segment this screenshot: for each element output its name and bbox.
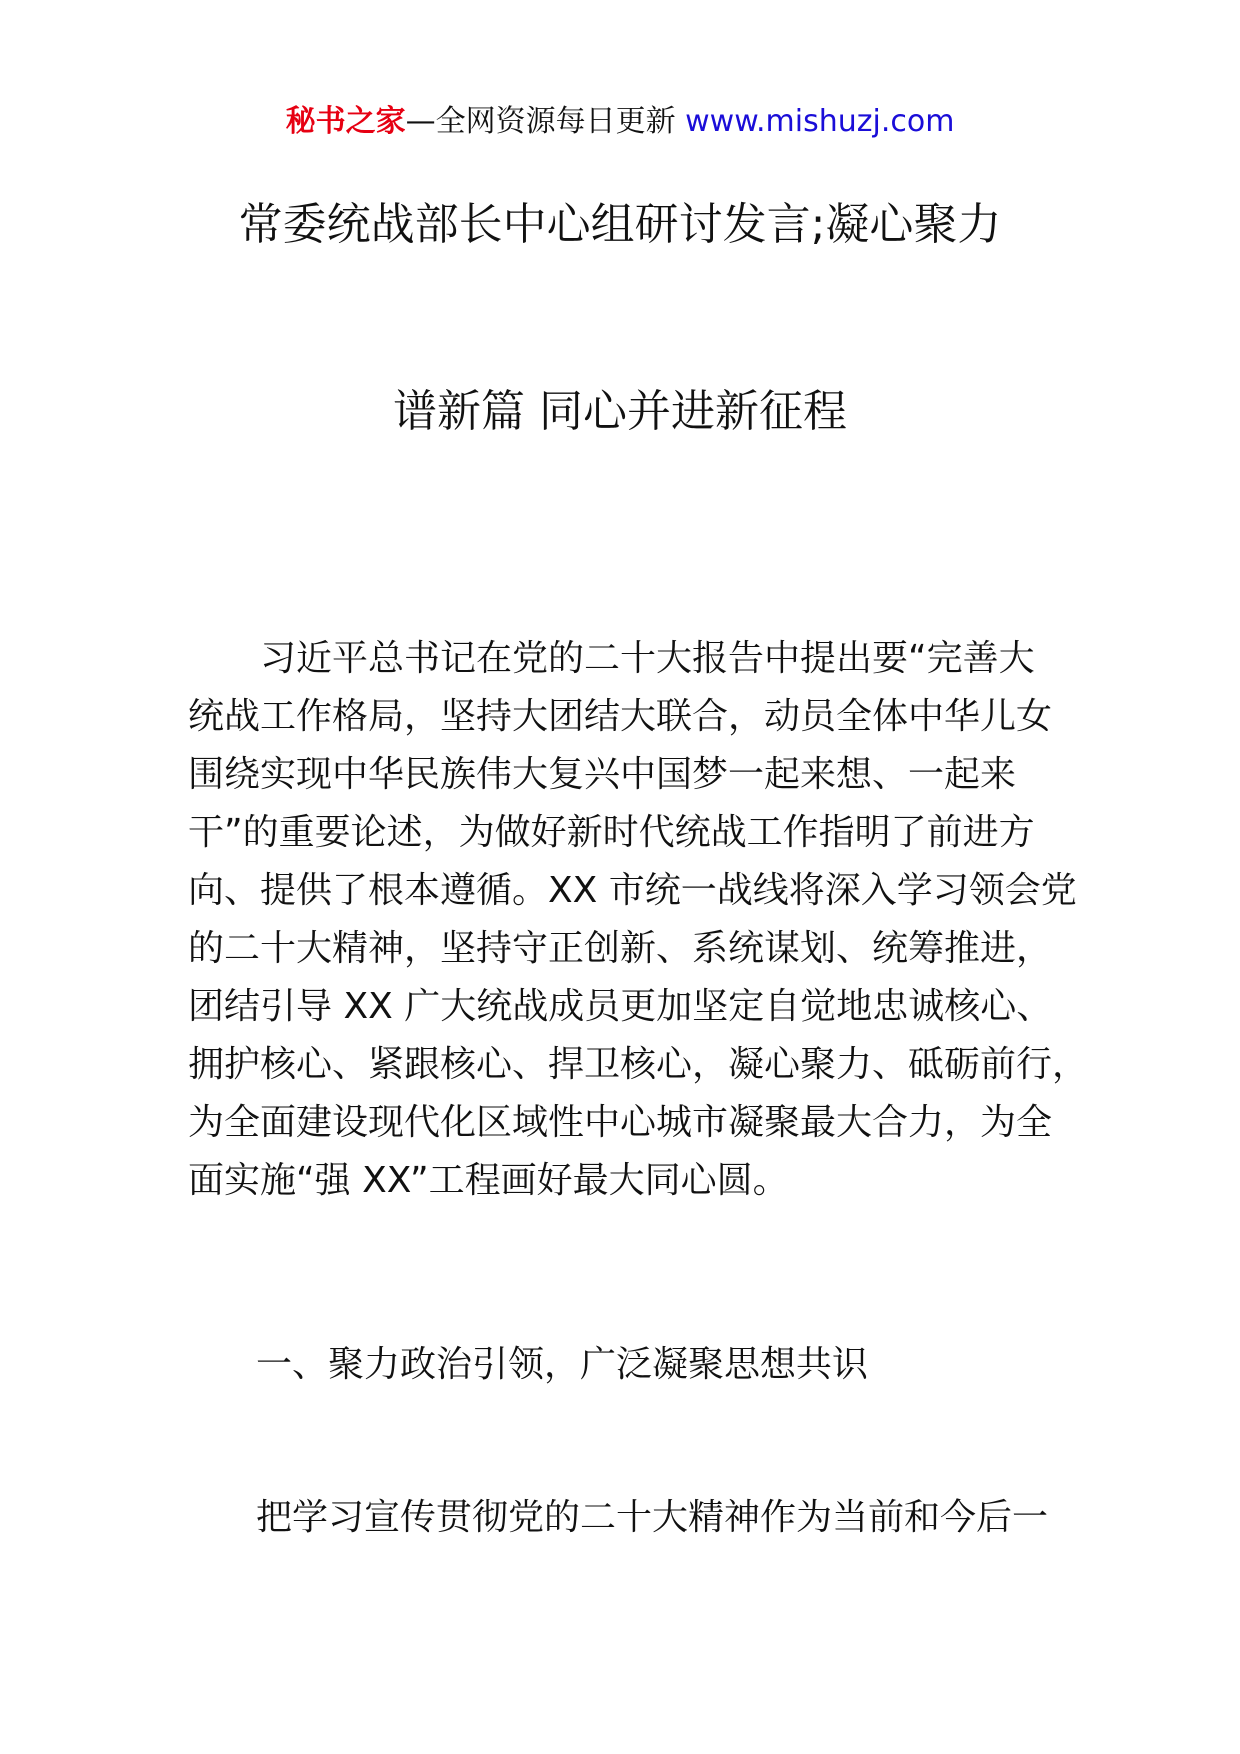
paragraph-line: 干”的重要论述，为做好新时代统战工作指明了前进方 — [188, 812, 1035, 853]
document-title-line-1: 常委统战部长中心组研讨发言;凝心聚力 — [238, 199, 1002, 250]
paragraph-line: 的二十大精神，坚持守正创新、系统谋划、统筹推进， — [188, 928, 1053, 969]
site-brand: 秘书之家 — [285, 104, 406, 139]
section-heading-1: 一、聚力政治引领，广泛凝聚思想共识 — [256, 1344, 869, 1385]
paragraph-line: 向、提供了根本遵循。XX 市统一战线将深入学习领会党 — [188, 870, 1077, 911]
paragraph-line: 围绕实现中华民族伟大复兴中国梦一起来想、一起来 — [188, 754, 1017, 795]
paragraph-line: 拥护核心、紧跟核心、捍卫核心，凝心聚力、砥砺前行， — [188, 1044, 1089, 1085]
section-1-paragraph: 把学习宣传贯彻党的二十大精神作为当前和今后一 — [256, 1497, 1049, 1538]
document-title-line-2: 谱新篇 同心并进新征程 — [393, 386, 847, 437]
site-header — [0, 102, 1240, 142]
paragraph-line: 为全面建设现代化区域性中心城市凝聚最大合力，为全 — [188, 1102, 1053, 1143]
intro-paragraph — [188, 630, 1089, 1210]
paragraph-line: 习近平总书记在党的二十大报告中提出要“完善大 — [188, 638, 1035, 679]
site-tagline: —全网资源每日更新 — [405, 104, 676, 139]
paragraph-line: 团结引导 XX 广大统战成员更加坚定自觉地忠诚核心、 — [188, 986, 1053, 1027]
paragraph-line: 统战工作格局，坚持大团结大联合，动员全体中华儿女 — [188, 696, 1053, 737]
site-url-link[interactable]: www.mishuzj.com — [685, 104, 955, 139]
paragraph-line: 面实施“强 XX”工程画好最大同心圆。 — [188, 1160, 789, 1201]
